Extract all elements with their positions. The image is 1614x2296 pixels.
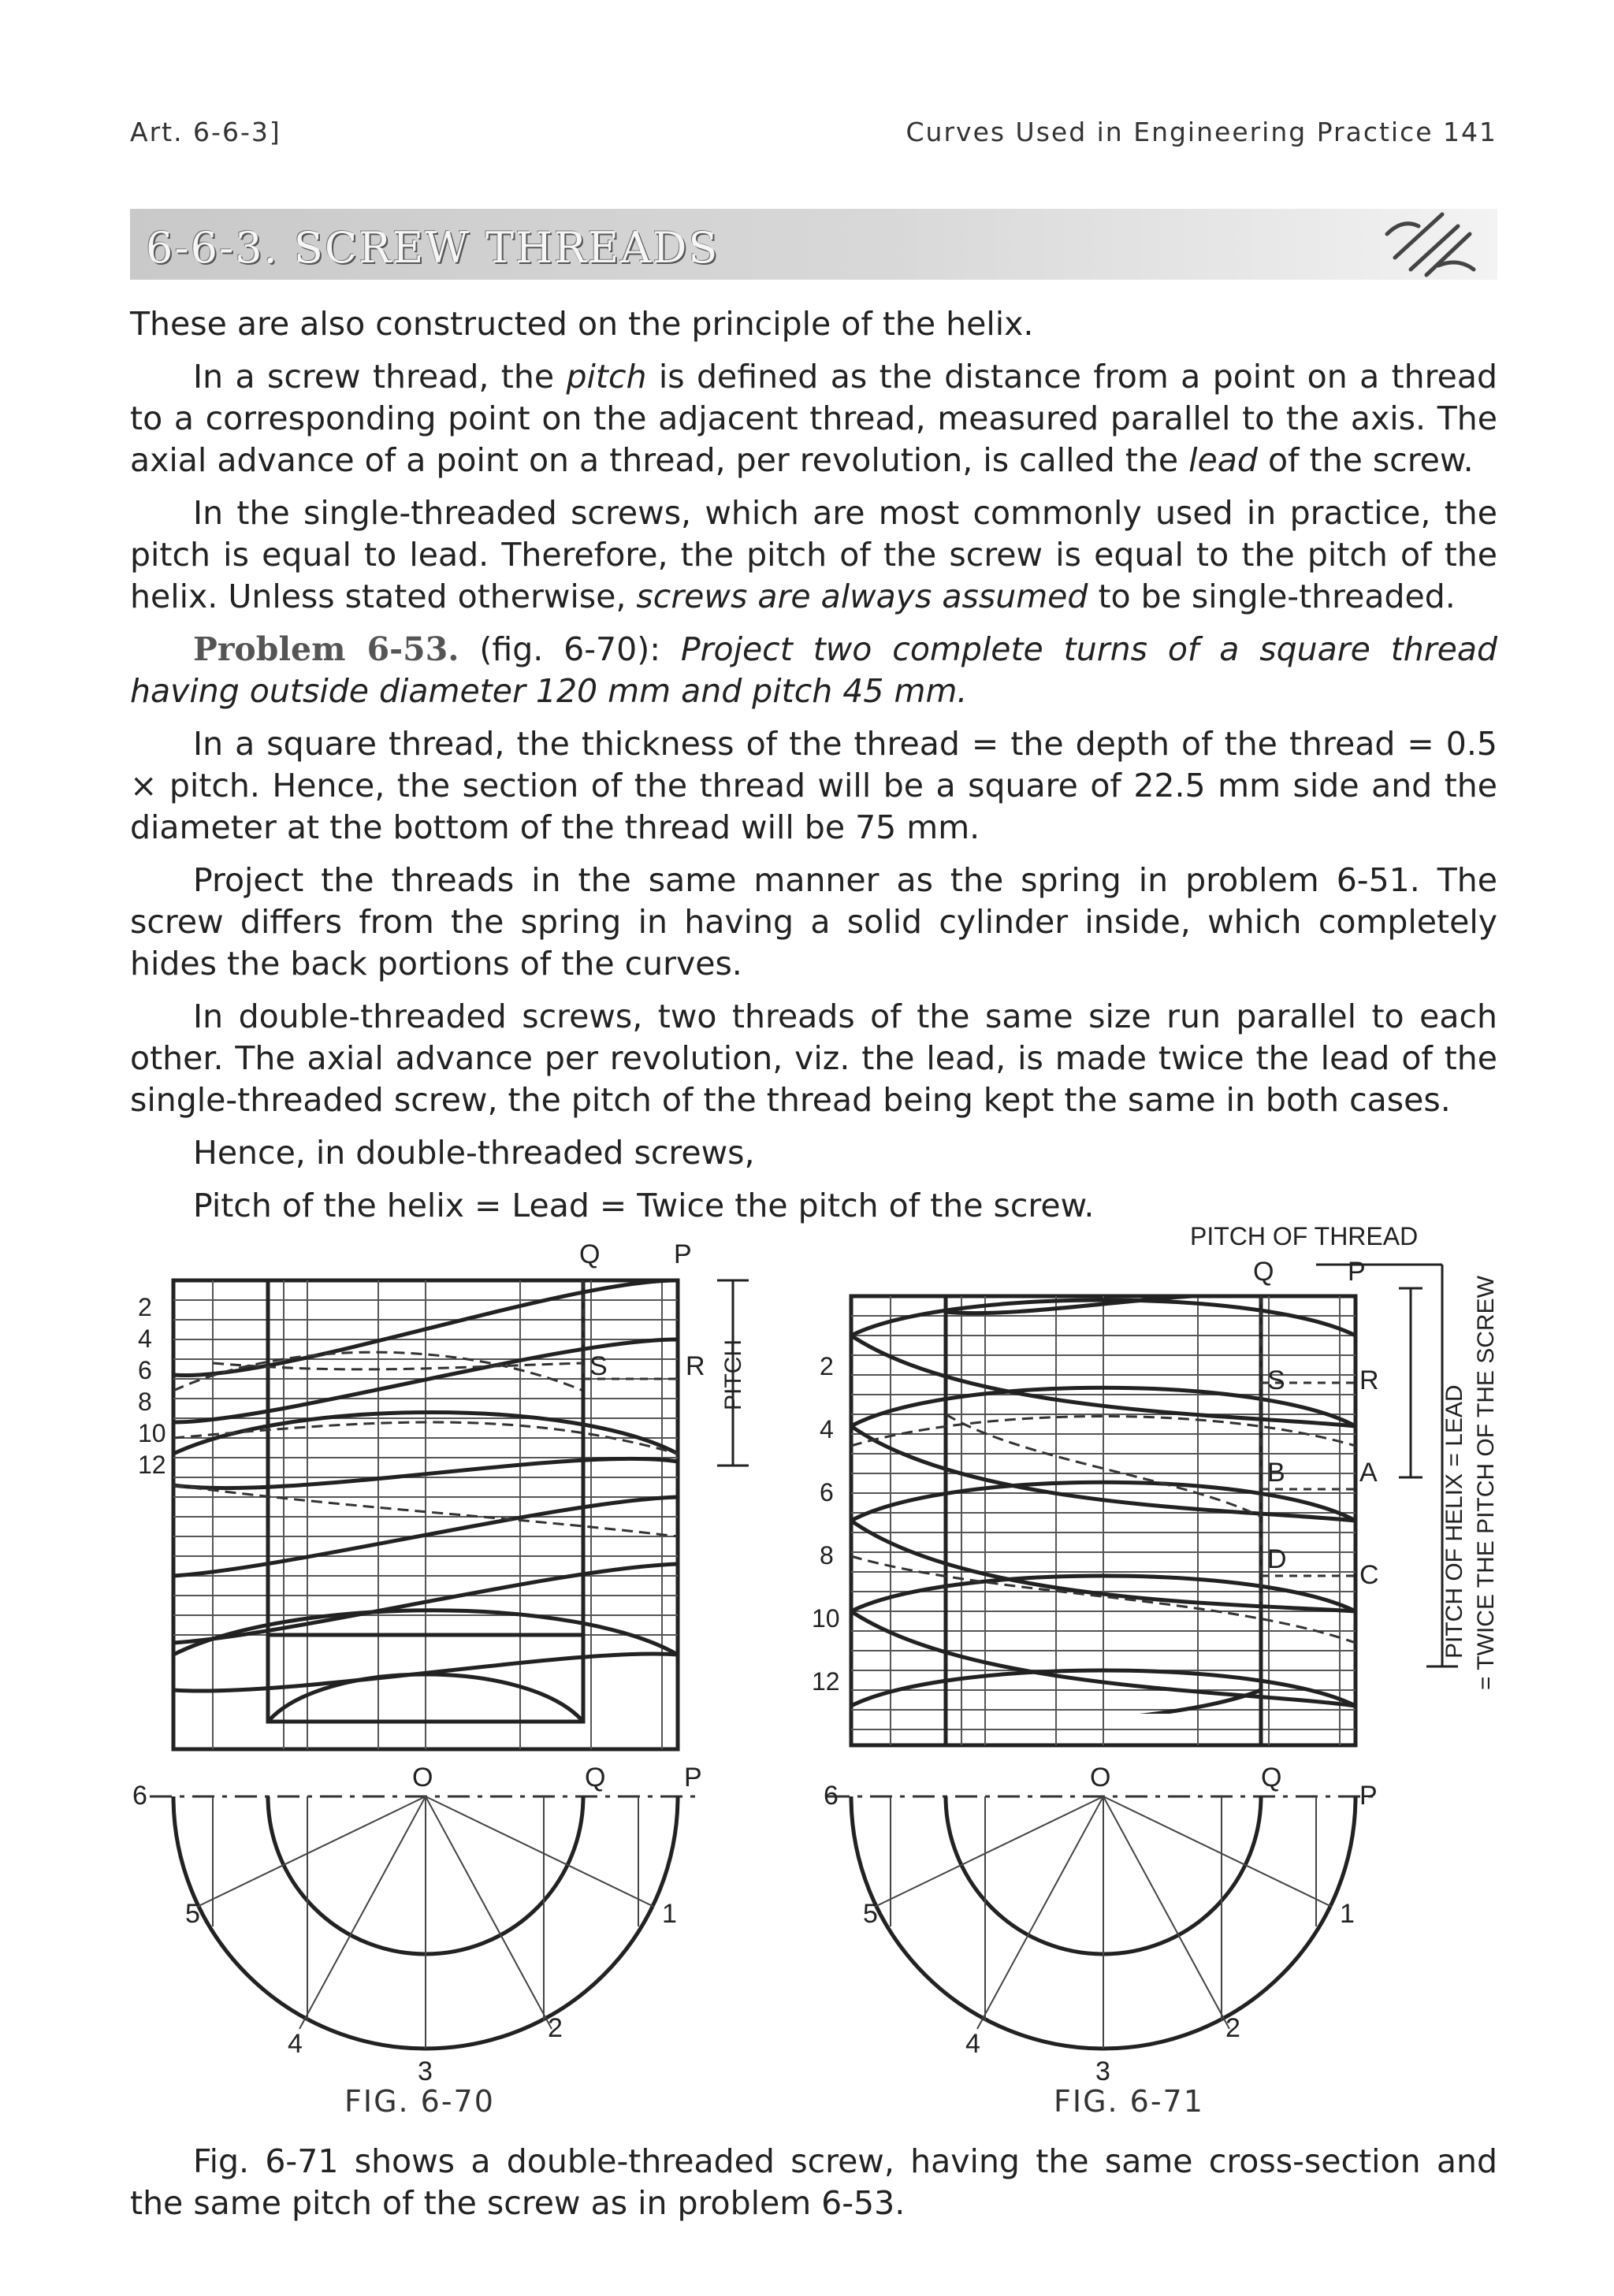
fig70-label-3: 3 — [418, 2056, 433, 2086]
fig71-label-3: 3 — [1095, 2056, 1110, 2086]
fig70-label-pitch: PITCH — [720, 1339, 746, 1410]
fig71-num: 10 — [812, 1604, 840, 1633]
fig70-label-Q: Q — [579, 1239, 601, 1269]
problem-text: Project two complete turns of a square thread having outside diameter 120 mm and pitch 45 mm. — [130, 630, 1497, 710]
fig71-label-B: B — [1267, 1458, 1285, 1488]
paragraph-project-threads: Project the threads in the same manner as the spring in problem 6-51. The screw differs from the spring in having a solid cylinder inside, which completely hides the back portions of the curves. — [130, 861, 1497, 983]
fig-6-70-drawing — [132, 1239, 749, 2086]
fig70-num: 8 — [138, 1388, 152, 1416]
fig71-label-5: 5 — [863, 1899, 878, 1929]
fig71-num: 8 — [820, 1541, 834, 1570]
fig71-left-numbers — [812, 1352, 840, 1696]
main-text — [130, 303, 1497, 1238]
paragraph-square-thread: In a square thread, the thickness of the thread = the depth of the thread = 0.5 × pitch. Hence, the section of the thread will be a square of 22.5 mm side and the diameter at the bottom of the thread will be 75 mm. — [130, 725, 1497, 846]
paragraph-fig-6-71-description: Fig. 6-71 shows a double-threaded screw, having the same cross-section and the same pitch of the screw as in problem 6-53. — [130, 2142, 1497, 2222]
fig71-label-4: 4 — [965, 2029, 980, 2059]
text-run: In the single-threaded screws, which are most commonly used in practice, the pitch is equal to lead. Therefore, the pitch of the screw is equal to the pitch of the helix. Unless stated otherwise, — [130, 494, 1497, 615]
paragraph-intro: These are also constructed on the principle of the helix. — [130, 305, 1034, 343]
fig70-label-6: 6 — [132, 1781, 147, 1811]
fig70-label-4: 4 — [288, 2029, 303, 2059]
fig71-num: 12 — [812, 1667, 840, 1696]
text-run: of the screw. — [1257, 441, 1474, 479]
problem-label: Problem 6-53. — [193, 630, 459, 668]
fig-6-71-drawing — [812, 1222, 1499, 2086]
header-chapter-page: Curves Used in Engineering Practice 141 — [906, 117, 1497, 147]
fig70-label-S: S — [589, 1351, 608, 1381]
fig71-label-R: R — [1359, 1365, 1379, 1395]
text-run: to be single-threaded. — [1088, 578, 1456, 615]
fig70-num: 2 — [138, 1293, 152, 1321]
fig71-label-P2: P — [1359, 1781, 1378, 1811]
thread-decoration-icon — [1379, 210, 1482, 278]
fig71-label-P: P — [1348, 1257, 1366, 1287]
paragraph-double-threaded: In double-threaded screws, two threads of the same size run parallel to each other. The axial advance per revolution, viz. the lead, is made twice the lead of the single-threaded screw, the pitch of the thread being kept the same in both cases. — [130, 998, 1497, 1119]
fig71-label-O: O — [1090, 1763, 1111, 1793]
fig71-vertical-label-1: PITCH OF HELIX = LEAD — [1441, 1384, 1467, 1659]
fig71-vertical-label-2: = TWICE THE PITCH OF THE SCREW — [1473, 1276, 1499, 1690]
fig71-label-Q2: Q — [1261, 1763, 1282, 1793]
paragraph-single-threaded — [130, 492, 1497, 618]
section-title: 6-6-3. SCREW THREADS — [146, 223, 720, 273]
figures-area — [118, 1217, 1505, 2147]
fig70-label-2: 2 — [548, 2013, 563, 2043]
fig70-label-P: P — [674, 1239, 692, 1269]
paragraph-hence: Hence, in double-threaded screws, — [193, 1134, 755, 1172]
term-pitch: pitch — [566, 358, 647, 396]
fig71-num: 2 — [820, 1352, 834, 1380]
fig70-left-numbers — [138, 1293, 166, 1479]
problem-fig-ref: (fig. 6-70): — [459, 630, 681, 668]
fig71-label-6: 6 — [824, 1781, 839, 1811]
fig70-label-Q2: Q — [585, 1763, 606, 1793]
caption-fig-6-71: FIG. 6-71 — [1054, 2084, 1204, 2119]
equation-pitch-lead: Pitch of the helix = Lead = Twice the pitch of the screw. — [193, 1187, 1095, 1224]
fig70-label-R: R — [686, 1351, 705, 1381]
fig70-num: 10 — [138, 1419, 166, 1447]
fig71-label-A: A — [1359, 1458, 1378, 1488]
problem-statement — [130, 629, 1497, 712]
fig70-label-1: 1 — [662, 1899, 677, 1929]
section-banner — [130, 209, 1497, 280]
fig70-num: 12 — [138, 1451, 166, 1479]
fig71-label-2: 2 — [1225, 2013, 1240, 2043]
fig71-label-C: C — [1359, 1560, 1379, 1590]
fig70-num: 6 — [138, 1356, 152, 1384]
paragraph-pitch-definition — [130, 356, 1497, 481]
fig70-label-O: O — [412, 1763, 433, 1793]
fig71-label-Q: Q — [1253, 1257, 1274, 1287]
emphasis-text: screws are always assumed — [636, 578, 1088, 615]
closing-text — [130, 2141, 1497, 2224]
fig71-label-pitch-of-thread: PITCH OF THREAD — [1190, 1222, 1419, 1250]
fig71-num: 6 — [820, 1478, 834, 1507]
header-article: Art. 6-6-3] — [130, 117, 281, 147]
text-run: In a screw thread, the — [193, 358, 567, 396]
fig71-label-D: D — [1267, 1544, 1287, 1574]
fig71-num: 4 — [820, 1415, 834, 1443]
fig70-num: 4 — [138, 1324, 152, 1353]
fig70-label-P2: P — [684, 1763, 702, 1793]
running-header — [130, 117, 1497, 151]
fig70-label-5: 5 — [185, 1899, 200, 1929]
term-lead: lead — [1188, 441, 1258, 479]
fig71-label-S: S — [1267, 1365, 1285, 1395]
fig71-label-1: 1 — [1340, 1899, 1355, 1929]
caption-fig-6-70: FIG. 6-70 — [344, 2084, 495, 2119]
text-run: is defined as the distance from a point on a thread to a corresponding point on the adjacent thread, measured parallel to the axis. The axial advance of a point on a thread, per revolution, is called the — [130, 358, 1497, 479]
